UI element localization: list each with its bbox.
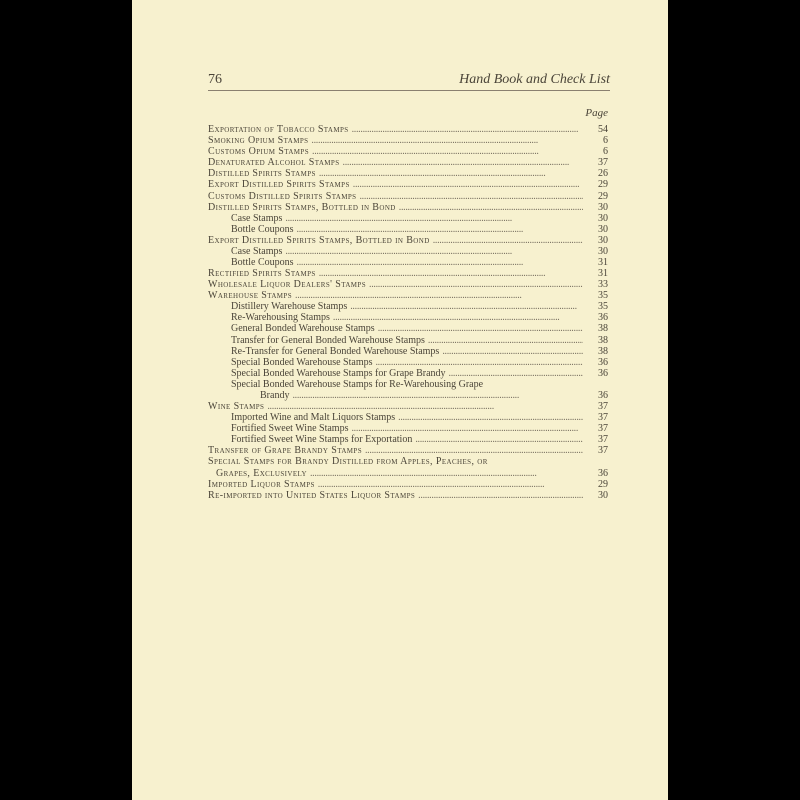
toc-entry	[208, 445, 608, 456]
toc-entry	[208, 467, 608, 478]
toc-entry	[208, 146, 608, 157]
dot-leader	[297, 224, 583, 235]
toc-entry	[208, 301, 608, 312]
toc-entry	[208, 135, 608, 146]
toc-entry	[208, 268, 608, 279]
toc-entry-label: Distilled Spirits Stamps, Bottled in Bond	[208, 201, 396, 213]
toc-entry-label: Imported Liquor Stamps	[208, 478, 315, 490]
dot-leader	[292, 390, 583, 401]
book-page	[132, 0, 668, 800]
toc-entry-page: 31	[598, 268, 608, 280]
toc-entry-label: Re-Warehousing Stamps	[231, 312, 330, 324]
dot-leader	[428, 335, 583, 346]
dot-leader	[319, 268, 583, 279]
dot-leader	[378, 323, 583, 334]
toc-entry	[208, 213, 608, 224]
dot-leader	[353, 179, 583, 190]
toc-entry	[208, 246, 608, 257]
toc-entry-page: 6	[603, 135, 608, 147]
dot-leader	[285, 246, 583, 257]
dot-leader	[369, 279, 583, 290]
running-head: Hand Book and Check List	[459, 72, 610, 87]
toc-entry-label: Brandy	[260, 389, 290, 401]
toc-entry	[208, 357, 608, 368]
toc-entry-label: Transfer for General Bonded Warehouse Stamps	[231, 334, 425, 346]
toc-entry-label: Wine Stamps	[208, 401, 265, 413]
toc-entry	[208, 290, 608, 301]
dot-leader	[433, 235, 583, 246]
toc-entry	[208, 190, 608, 201]
toc-entry-page: 30	[598, 212, 608, 224]
toc-entry-page: 37	[598, 445, 608, 457]
dot-leader	[310, 468, 583, 479]
toc-entry-label: Imported Wine and Malt Liquors Stamps	[231, 412, 396, 424]
toc-entry-page: 54	[598, 124, 608, 136]
toc-entry	[208, 323, 608, 334]
toc-entry	[208, 157, 608, 168]
toc-entry-page: 30	[598, 201, 608, 213]
toc-entry-label: Special Stamps for Brandy Distilled from Apples, Peaches, or	[208, 456, 488, 468]
dot-leader	[449, 368, 583, 379]
toc-entry	[208, 346, 608, 357]
dot-leader	[267, 401, 583, 412]
toc-entry-page: 37	[598, 423, 608, 435]
toc-entry-page: 31	[598, 257, 608, 269]
dot-leader	[319, 168, 583, 179]
page-column-heading: Page	[585, 107, 608, 119]
dot-leader	[350, 301, 583, 312]
toc-entry-label: Export Distilled Spirits Stamps	[208, 179, 350, 191]
toc-entry	[208, 124, 608, 135]
page-number: 76	[208, 72, 222, 87]
toc-entry-page: 30	[598, 489, 608, 501]
toc-entry-page: 37	[598, 157, 608, 169]
toc-entry	[208, 312, 608, 323]
dot-leader	[415, 434, 583, 445]
toc-entry-label: Re-Transfer for General Bonded Warehouse Stamps	[231, 345, 440, 357]
toc-entry-page: 26	[598, 168, 608, 180]
toc-entry-label: Grapes, Exclusively	[216, 467, 307, 479]
toc-entry	[208, 479, 608, 490]
toc-entry-page: 35	[598, 290, 608, 302]
dot-leader	[318, 479, 583, 490]
toc-entry-page: 29	[598, 478, 608, 490]
toc-entry	[208, 490, 608, 501]
dot-leader	[351, 423, 583, 434]
toc-entry-page: 35	[598, 301, 608, 313]
toc-entry-page: 29	[598, 190, 608, 202]
toc-entry-label: Special Bonded Warehouse Stamps	[231, 356, 373, 368]
toc-entry	[208, 224, 608, 235]
toc-entry-page: 29	[598, 179, 608, 191]
toc-entry-page: 30	[598, 223, 608, 235]
toc-entry-label: General Bonded Warehouse Stamps	[231, 323, 375, 335]
toc-entry-label: Case Stamps	[231, 212, 283, 224]
toc-entry	[208, 390, 608, 401]
dot-leader	[312, 146, 583, 157]
toc-entry-label: Distilled Spirits Stamps	[208, 168, 316, 180]
toc-entry	[208, 379, 608, 390]
toc-entry-label: Re-imported into United States Liquor Stamps	[208, 489, 416, 501]
toc-entry-page: 36	[598, 367, 608, 379]
toc-entry-page: 30	[598, 245, 608, 257]
dot-leader	[343, 157, 583, 168]
page-header	[208, 72, 610, 91]
toc-entry-label: Denaturated Alcohol Stamps	[208, 157, 340, 169]
dot-leader	[333, 312, 583, 323]
toc-entry	[208, 401, 608, 412]
toc-entry-page: 37	[598, 434, 608, 446]
dot-leader	[399, 202, 583, 213]
table-of-contents	[208, 124, 608, 501]
toc-entry-page: 37	[598, 401, 608, 413]
toc-entry-label: Export Distilled Spirits Stamps, Bottled in Bond	[208, 234, 430, 246]
dot-leader	[295, 290, 583, 301]
toc-entry-page: 33	[598, 279, 608, 291]
toc-entry-label: Warehouse Stamps	[208, 290, 293, 302]
toc-entry	[208, 257, 608, 268]
toc-entry	[208, 368, 608, 379]
toc-entry	[208, 456, 608, 467]
toc-entry-page: 38	[598, 345, 608, 357]
toc-entry-label: Customs Distilled Spirits Stamps	[208, 190, 357, 202]
toc-entry-page: 30	[598, 234, 608, 246]
dot-leader	[359, 191, 583, 202]
toc-entry-page: 36	[598, 312, 608, 324]
toc-entry-label: Rectified Spirits Stamps	[208, 268, 316, 280]
toc-entry-page: 38	[598, 323, 608, 335]
toc-entry-label: Wholesale Liquor Dealers' Stamps	[208, 279, 366, 291]
toc-entry	[208, 412, 608, 423]
toc-entry-label: Distillery Warehouse Stamps	[231, 301, 348, 313]
dot-leader	[442, 346, 583, 357]
toc-entry	[208, 179, 608, 190]
toc-entry-page: 38	[598, 334, 608, 346]
dot-leader	[418, 490, 583, 501]
dot-leader	[375, 357, 583, 368]
toc-entry-label: Bottle Coupons	[231, 257, 294, 269]
toc-entry-page: 6	[603, 146, 608, 158]
toc-entry-label: Case Stamps	[231, 245, 283, 257]
toc-entry-label: Bottle Coupons	[231, 223, 294, 235]
toc-entry	[208, 202, 608, 213]
toc-entry-label: Special Bonded Warehouse Stamps for Grape Brandy	[231, 367, 446, 379]
toc-entry	[208, 168, 608, 179]
toc-entry-label: Customs Opium Stamps	[208, 146, 310, 158]
toc-entry-label: Fortified Sweet Wine Stamps	[231, 423, 349, 435]
toc-entry-label: Smoking Opium Stamps	[208, 135, 309, 147]
toc-entry	[208, 434, 608, 445]
toc-entry-page: 36	[598, 356, 608, 368]
dot-leader	[352, 124, 583, 135]
dot-leader	[365, 445, 583, 456]
toc-entry-page: 37	[598, 412, 608, 424]
dot-leader	[285, 213, 583, 224]
toc-entry-page: 36	[598, 467, 608, 479]
toc-entry	[208, 279, 608, 290]
dot-leader	[311, 135, 583, 146]
dot-leader	[297, 257, 583, 268]
toc-entry-label: Special Bonded Warehouse Stamps for Re-Warehousing Grape	[231, 378, 484, 390]
toc-entry-label: Transfer of Grape Brandy Stamps	[208, 445, 362, 457]
toc-entry	[208, 423, 608, 434]
toc-entry	[208, 235, 608, 246]
toc-entry	[208, 334, 608, 345]
toc-entry-label: Exportation of Tobacco Stamps	[208, 124, 349, 136]
toc-entry-label: Fortified Sweet Wine Stamps for Exportation	[231, 434, 413, 446]
dot-leader	[398, 412, 583, 423]
toc-entry-page: 36	[598, 389, 608, 401]
